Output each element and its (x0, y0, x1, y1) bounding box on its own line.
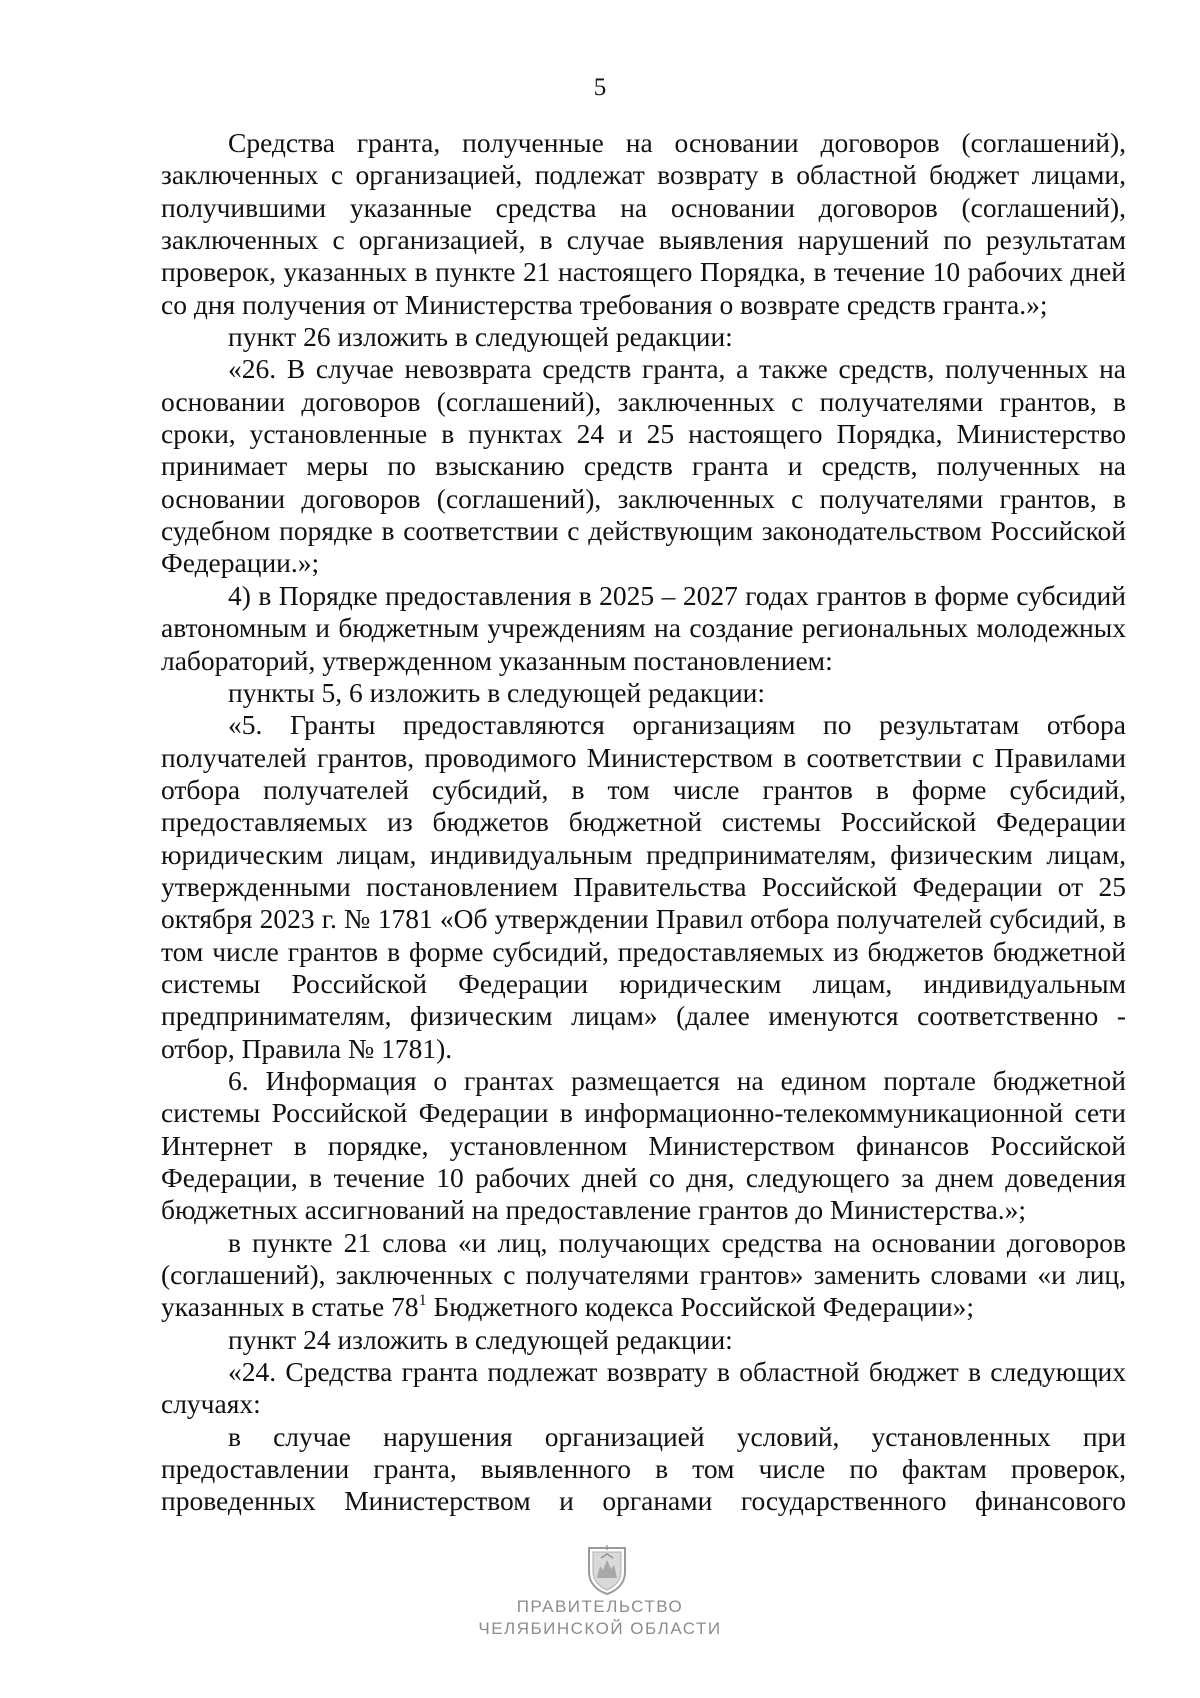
paragraph-amend-p26: пункт 26 изложить в следующей редакции: (228, 321, 733, 353)
paragraph-grant-refund: Средства гранта, полученные на основании договоров (соглашений), заключенных с организацией, подлежат возврату в областной бюджет лицами, получившими указанные средства на основании договоров (соглашений), заключенных с организацией, в случае выявления нарушений по результатам проверок, указанных в пункте 21 настоящего Порядка, в течение 10 рабочих дней со дня получения от Министерства требования о возврате средств гранта.»; (161, 127, 1126, 320)
paragraph-p6-text: 6. Информация о грантах размещается на едином портале бюджетной системы Российской Федерации в информационно-телекоммуникационной сети Интернет в порядке, установленном Министерством финансов Российской Федерации, в течение 10 рабочих дней со дня, следующего за днем доведения бюджетных ассигнований на предоставление грантов до Министерства.»; (161, 1064, 1126, 1226)
paragraph-p5-text: «5. Гранты предоставляются организациям по результатам отбора получателей грантов, проводимого Министерством в соответствии с Правилами отбора получателей субсидий, в том числе грантов в форме субсидий, предоставляемых из бюджетов бюджетной системы Российской Федерации юридическим лицам, индивидуальным предпринимателям, физическим лицам, утвержденными постановлением Правительства Российской Федерации от 25 октября 2023 г. № 1781 «Об утверждении Правил отбора получателей субсидий, в том числе грантов в форме субсидий, предоставляемых из бюджетов бюджетной системы Российской Федерации юридическим лицам, индивидуальным предпринимателям, физическим лицам» (далее именуются соответственно - отбор, Правила № 1781). (161, 709, 1126, 1064)
coat-of-arms-icon (583, 1544, 631, 1596)
p21-text-before: в пункте 21 слова «и лиц, получающих средства на основании договоров (соглашений), заключенных с получателями грантов» заменить словами «и лиц, указанных в статье 78 (161, 1226, 1126, 1323)
paragraph-amend-p21 (161, 1227, 1126, 1324)
watermark-line-2: ЧЕЛЯБИНСКОЙ ОБЛАСТИ (478, 1619, 722, 1638)
paragraph-amend-p5-p6: пункты 5, 6 изложить в следующей редакции: (228, 676, 766, 708)
paragraph-section-4: 4) в Порядке предоставления в 2025 – 2027 годах грантов в форме субсидий автономным и бюджетным учреждениям на создание региональных молодежных лабораторий, утвержденном указанным постановлением: (161, 579, 1126, 676)
page-number: 5 (593, 74, 607, 101)
watermark-organization (0, 1596, 1200, 1640)
watermark-line-1: ПРАВИТЕЛЬСТВО (516, 1597, 684, 1616)
paragraph-p24-text: «24. Средства гранта подлежат возврату в областной бюджет в следующих случаях: (161, 1356, 1126, 1420)
article-superscript: 1 (418, 1292, 427, 1310)
document-body (161, 127, 1126, 1518)
paragraph-p26-text: «26. В случае невозврата средств гранта, а также средств, полученных на основании договоров (соглашений), заключенных с получателями грантов, в сроки, установленные в пунктах 24 и 25 настоящего Порядка, Министерство принимает меры по взысканию средств гранта и средств, полученных на основании договоров (соглашений), заключенных с получателями грантов, в судебном порядке в соответствии с действующим законодательством Российской Федерации.»; (161, 353, 1126, 579)
p21-text-after: Бюджетного кодекса Российской Федерации»; (426, 1291, 974, 1323)
paragraph-p24-case: в случае нарушения организацией условий, установленных при предоставлении гранта, выявленного в том числе по фактам проверок, проведенных Министерством и органами государственного финансового (161, 1420, 1126, 1517)
paragraph-amend-p24: пункт 24 изложить в следующей редакции: (228, 1323, 733, 1355)
